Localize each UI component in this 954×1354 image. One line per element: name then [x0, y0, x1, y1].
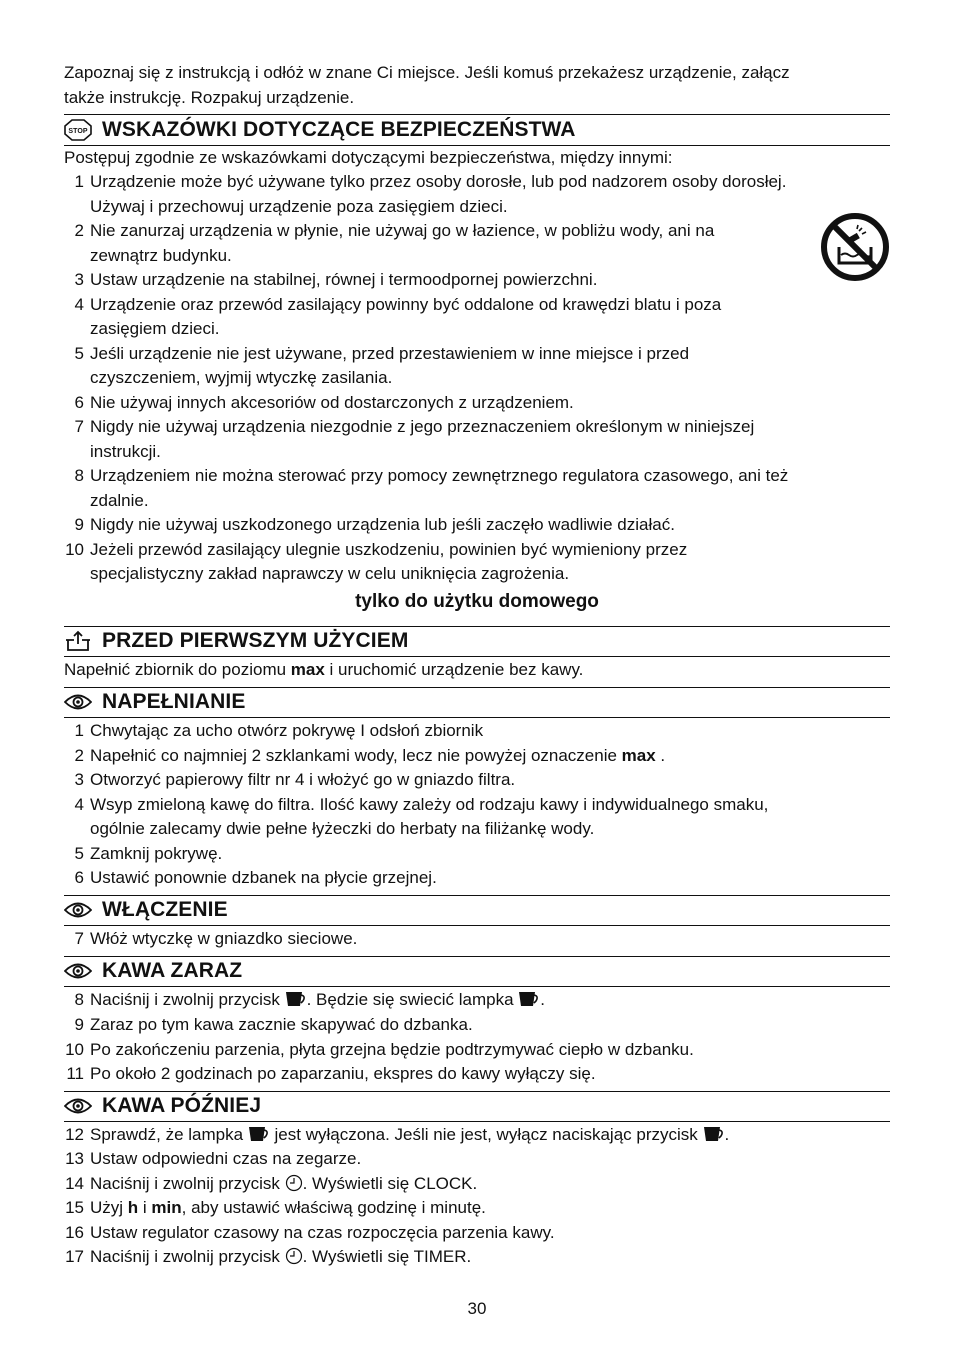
clock-icon	[285, 1247, 303, 1273]
item-line: Nie używaj innych akcesoriów od dostarczonych z urządzeniem.	[90, 392, 574, 412]
first-use-text	[64, 658, 894, 683]
item-text	[90, 927, 890, 952]
box-arrow-icon	[64, 630, 92, 652]
safety-title: WSKAZÓWKI DOTYCZĄCE BEZPIECZEŃSTWA	[102, 118, 576, 141]
item-number: 9	[74, 1015, 84, 1034]
item-text	[90, 988, 890, 1016]
safety-heading	[64, 115, 890, 145]
bold-text: max	[290, 660, 325, 679]
item-line: Nigdy nie używaj uszkodzonego urządzenia lub jeśli zaczęło wadliwie działać.	[90, 515, 675, 534]
item-line: Ustawić ponownie dzbanek na płycie grzejnej.	[90, 868, 437, 887]
text: Naciśnij i zwolnij przycisk	[90, 1247, 285, 1266]
text: i	[138, 1198, 152, 1217]
switch-on-heading	[64, 895, 890, 925]
item-line: specjalistyczny zakład naprawczy w celu uniknięcia zagrożenia.	[90, 564, 570, 583]
coffee-now-heading	[64, 956, 890, 986]
item-line: Włóż wtyczkę w gniazdko sieciowe.	[90, 929, 358, 948]
item-text	[90, 170, 890, 219]
intro-text	[64, 61, 894, 110]
item-line: Zamknij pokrywę.	[90, 843, 223, 863]
item-text: Ustaw regulator czasowy na czas rozpoczęcia parzenia kawy.	[90, 1223, 555, 1242]
switch-on-title: WŁĄCZENIE	[102, 898, 228, 921]
item-line: Urządzenie może być używane tylko przez osoby dorosłe, lub pod nadzorem osoby dorosłej.	[90, 172, 787, 191]
first-use-heading	[64, 626, 890, 656]
cup-icon	[518, 990, 540, 1016]
item-number: 10	[65, 539, 84, 559]
text: , aby ustawić właściwą godzinę i minutę.	[181, 1198, 486, 1217]
eye-icon	[64, 960, 92, 982]
svg-text:STOP: STOP	[68, 128, 88, 135]
item-text: Ustaw odpowiedni czas na zegarze.	[90, 1149, 362, 1168]
item-number: 2	[74, 221, 84, 240]
text: .	[724, 1125, 730, 1144]
item-number: 8	[74, 466, 84, 485]
household-only-note: tylko do użytku domowego	[355, 591, 599, 612]
item-number: 3	[74, 270, 84, 289]
safety-lead: Postępuj zgodnie ze wskazówkami dotyczącymi bezpieczeństwa, między innymi:	[64, 148, 673, 167]
divider	[64, 656, 890, 657]
item-number: 6	[74, 868, 84, 887]
text: .	[540, 990, 545, 1009]
text: Napełnić co najmniej 2 szklankami wody, lecz nie powyżej oznaczenie	[90, 745, 622, 765]
item-line: Po zakończeniu parzenia, płyta grzejna będzie podtrzymywać ciepło w dzbanku.	[90, 1039, 694, 1059]
item-number: 1	[74, 721, 84, 740]
item-line: zdalnie.	[90, 490, 149, 510]
item-text	[90, 793, 890, 842]
bold-text: max	[621, 745, 656, 765]
item-text	[90, 719, 890, 744]
bold-text: min	[151, 1198, 182, 1217]
item-line: Urządzeniem nie można sterować przy pomocy zewnętrznego regulatora czasowego, ani też	[90, 466, 789, 485]
item-number: 15	[65, 1198, 84, 1217]
item-number: 9	[74, 515, 84, 534]
item-line: Urządzenie oraz przewód zasilający powinny być oddalone od krawędzi blatu i poza	[90, 294, 722, 314]
divider	[64, 925, 890, 926]
no-water-immersion-icon	[819, 211, 891, 283]
item-number: 17	[65, 1247, 84, 1266]
first-use-title: PRZED PIERWSZYM UŻYCIEM	[102, 629, 409, 652]
item-number: 6	[74, 392, 84, 412]
item-text	[90, 415, 890, 464]
item-number: 10	[65, 1039, 84, 1059]
item-line: zewnątrz budynku.	[90, 245, 232, 265]
item-number: 2	[74, 745, 84, 765]
item-number: 1	[74, 172, 84, 191]
stop-sign-icon	[64, 119, 92, 141]
eye-icon	[64, 1095, 92, 1117]
item-text	[90, 1196, 890, 1221]
item-number: 3	[74, 770, 84, 789]
eye-icon	[64, 899, 92, 921]
item-number: 14	[65, 1174, 84, 1193]
text: . Wyświetli się TIMER.	[302, 1247, 472, 1266]
item-line: Jeśli urządzenie nie jest używane, przed przestawieniem w inne miejsce i przed	[90, 343, 690, 363]
item-line: Po około 2 godzinach po zaparzaniu, ekspres do kawy wyłączy się.	[90, 1064, 596, 1083]
item-line: Jeżeli przewód zasilający ulegnie uszkodzeniu, powinien być wymieniony przez	[90, 539, 688, 559]
item-number: 5	[74, 843, 84, 863]
item-line: Nie zanurzaj urządzenia w płynie, nie używaj go w łazience, w pobliżu wody, ani na	[90, 221, 715, 240]
item-text	[90, 219, 890, 268]
item-number: 12	[65, 1125, 84, 1144]
text: Naciśnij i zwolnij przycisk	[90, 990, 285, 1009]
item-number: 13	[65, 1149, 84, 1168]
item-text	[90, 842, 890, 867]
item-text	[90, 293, 890, 342]
item-number: 4	[74, 794, 84, 814]
item-text	[90, 513, 890, 538]
item-text	[90, 1062, 890, 1087]
item-line: Używaj i przechowuj urządzenie poza zasięgiem dzieci.	[90, 196, 508, 216]
item-text	[90, 1245, 890, 1273]
item-text	[90, 342, 890, 391]
item-line: Nigdy nie używaj urządzenia niezgodnie z jego przeznaczeniem określonym w niniejszej	[90, 417, 755, 436]
intro-line-1: Zapoznaj się z instrukcją i odłóż w znane Ci miejsce. Jeśli komuś przekażesz urządzenie, załącz	[64, 63, 790, 82]
coffee-later-heading	[64, 1091, 890, 1121]
intro-line-2: także instrukcję. Rozpakuj urządzenie.	[64, 87, 355, 107]
text: .	[655, 745, 666, 765]
filling-title: NAPEŁNIANIE	[102, 690, 246, 713]
item-number: 5	[74, 343, 84, 363]
item-text	[90, 768, 890, 793]
coffee-later-title: KAWA PÓŹNIEJ	[102, 1094, 262, 1117]
eye-icon	[64, 691, 92, 713]
item-text	[90, 866, 890, 891]
coffee-now-title: KAWA ZARAZ	[102, 959, 243, 982]
text: jest wyłączona. Jeśli nie jest, wyłącz naciskając przycisk	[269, 1125, 703, 1144]
divider	[64, 1121, 890, 1122]
item-text	[90, 1038, 890, 1063]
item-number: 7	[74, 929, 84, 948]
item-line: instrukcji.	[90, 441, 161, 461]
item-line: Zaraz po tym kawa zacznie skapywać do dzbanka.	[90, 1015, 473, 1034]
filling-heading	[64, 687, 890, 717]
text: Napełnić zbiornik do poziomu	[64, 660, 291, 679]
cup-icon	[285, 990, 307, 1016]
item-text	[90, 538, 890, 587]
item-line: zasięgiem dzieci.	[90, 319, 220, 338]
item-text	[90, 1013, 890, 1038]
page-number: 30	[467, 1299, 487, 1318]
bold-text: h	[127, 1198, 139, 1217]
text: Sprawdź, że lampka	[90, 1125, 248, 1144]
item-text	[90, 391, 890, 416]
item-line: Chwytając za ucho otwórz pokrywę I odsłoń zbiornik	[90, 721, 484, 740]
item-line: ogólnie zalecamy dwie pełne łyżeczki do herbaty na filiżankę wody.	[90, 819, 595, 838]
divider	[64, 717, 890, 718]
text: i uruchomić urządzenie bez kawy.	[324, 660, 584, 679]
item-number: 16	[65, 1223, 84, 1242]
item-number: 7	[74, 417, 84, 436]
item-line: Ustaw urządzenie na stabilnej, równej i termoodpornej powierzchni.	[90, 270, 598, 289]
item-line: czyszczeniem, wyjmij wtyczkę zasilania.	[90, 368, 393, 387]
item-number: 11	[66, 1064, 84, 1083]
item-line: Wsyp zmieloną kawę do filtra. Ilość kawy zależy od rodzaju kawy i indywidualnego smaku,	[90, 794, 769, 814]
item-text	[90, 464, 890, 513]
item-text	[90, 744, 890, 769]
text: Użyj	[90, 1198, 128, 1217]
text: Naciśnij i zwolnij przycisk	[90, 1174, 285, 1193]
text: . Będzie się swiecić lampka	[306, 990, 519, 1009]
divider	[64, 986, 890, 987]
item-text	[90, 268, 890, 293]
text: . Wyświetli się CLOCK.	[302, 1174, 478, 1193]
item-number: 4	[74, 294, 84, 314]
item-number: 8	[74, 990, 84, 1009]
item-line: Otworzyć papierowy filtr nr 4 i włożyć go w gniazdo filtra.	[90, 770, 516, 789]
